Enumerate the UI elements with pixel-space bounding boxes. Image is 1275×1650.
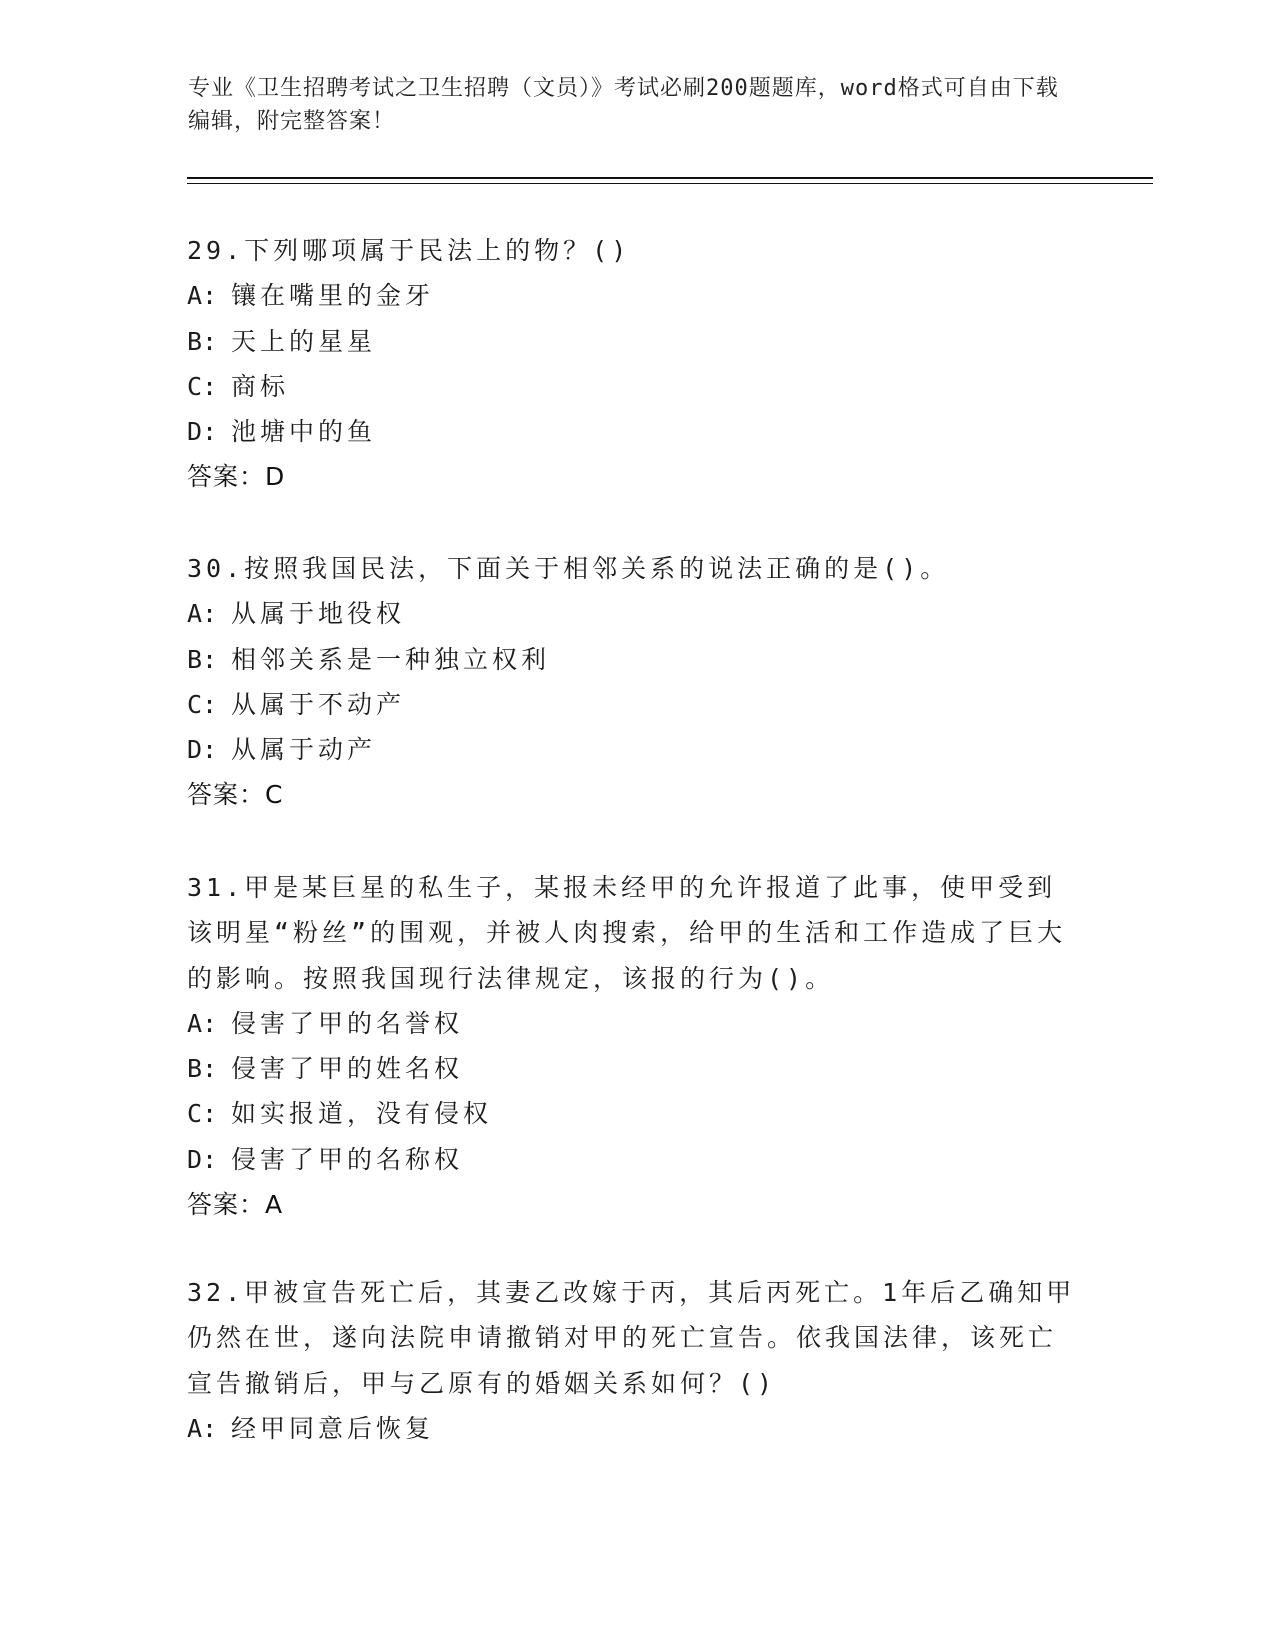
- document-intro: 专业《卫生招聘考试之卫生招聘（文员）》考试必刷200题题库，word格式可自由下载编辑，附完整答案！: [188, 76, 1059, 134]
- option-letter: C:: [187, 371, 218, 401]
- question-29: [187, 228, 1087, 499]
- option-d: [187, 409, 1087, 454]
- option-text: 镶在嘴里的金牙: [231, 281, 435, 311]
- option-letter: A:: [187, 281, 218, 311]
- option-letter: D:: [187, 1144, 218, 1174]
- option-letter: B:: [187, 644, 218, 674]
- question-stem: 31.甲是某巨星的私生子，某报未经甲的允许报道了此事，使甲受到该明星“粉丝”的围观，并被人肉搜索，给甲的生活和工作造成了巨大的影响。按照我国现行法律规定，该报的行为()。: [187, 873, 1067, 993]
- option-c: [187, 1091, 1087, 1136]
- option-text: 相邻关系是一种独立权利: [231, 644, 551, 674]
- option-letter: A:: [187, 1008, 218, 1038]
- option-a: [187, 591, 1087, 636]
- header-rule-thin: [187, 183, 1153, 184]
- option-text: 商标: [231, 371, 290, 401]
- option-letter: A:: [187, 1413, 218, 1443]
- answer-line: 答案：D: [187, 462, 286, 492]
- option-b: [187, 637, 1087, 682]
- option-b: [187, 1046, 1087, 1091]
- question-32: [187, 1270, 1087, 1451]
- option-c: [187, 682, 1087, 727]
- option-letter: D:: [187, 417, 218, 447]
- option-text: 天上的星星: [231, 326, 377, 356]
- option-text: 池塘中的鱼: [231, 417, 377, 447]
- option-letter: D:: [187, 735, 218, 765]
- option-text: 从属于动产: [231, 735, 377, 765]
- answer-line: 答案：A: [187, 1190, 284, 1220]
- option-a: [187, 1001, 1087, 1046]
- option-letter: C:: [187, 689, 218, 719]
- header-rule-thick: [187, 177, 1153, 179]
- option-text: 经甲同意后恢复: [231, 1413, 435, 1443]
- question-30: [187, 546, 1087, 817]
- option-b: [187, 319, 1087, 364]
- question-stem: 32.甲被宣告死亡后，其妻乙改嫁于丙，其后丙死亡。1年后乙确知甲仍然在世，遂向法院申请撤销对甲的死亡宣告。依我国法律，该死亡宣告撤销后，甲与乙原有的婚姻关系如何？(): [187, 1278, 1076, 1398]
- option-d: [187, 727, 1087, 772]
- option-a: [187, 273, 1087, 318]
- option-c: [187, 364, 1087, 409]
- option-d: [187, 1137, 1087, 1182]
- question-31: [187, 865, 1087, 1227]
- option-text: 侵害了甲的名誉权: [231, 1008, 464, 1038]
- option-letter: B:: [187, 326, 218, 356]
- option-a: [187, 1406, 1087, 1451]
- question-stem: 29.下列哪项属于民法上的物？(): [187, 236, 631, 265]
- option-text: 如实报道，没有侵权: [231, 1099, 493, 1129]
- option-letter: C:: [187, 1099, 218, 1129]
- question-stem: 30.按照我国民法，下面关于相邻关系的说法正确的是()。: [187, 554, 950, 583]
- option-letter: A:: [187, 599, 218, 629]
- option-text: 从属于地役权: [231, 599, 406, 629]
- option-text: 侵害了甲的姓名权: [231, 1054, 464, 1084]
- option-text: 从属于不动产: [231, 689, 406, 719]
- answer-line: 答案：C: [187, 780, 284, 810]
- option-letter: B:: [187, 1054, 218, 1084]
- option-text: 侵害了甲的名称权: [231, 1144, 464, 1174]
